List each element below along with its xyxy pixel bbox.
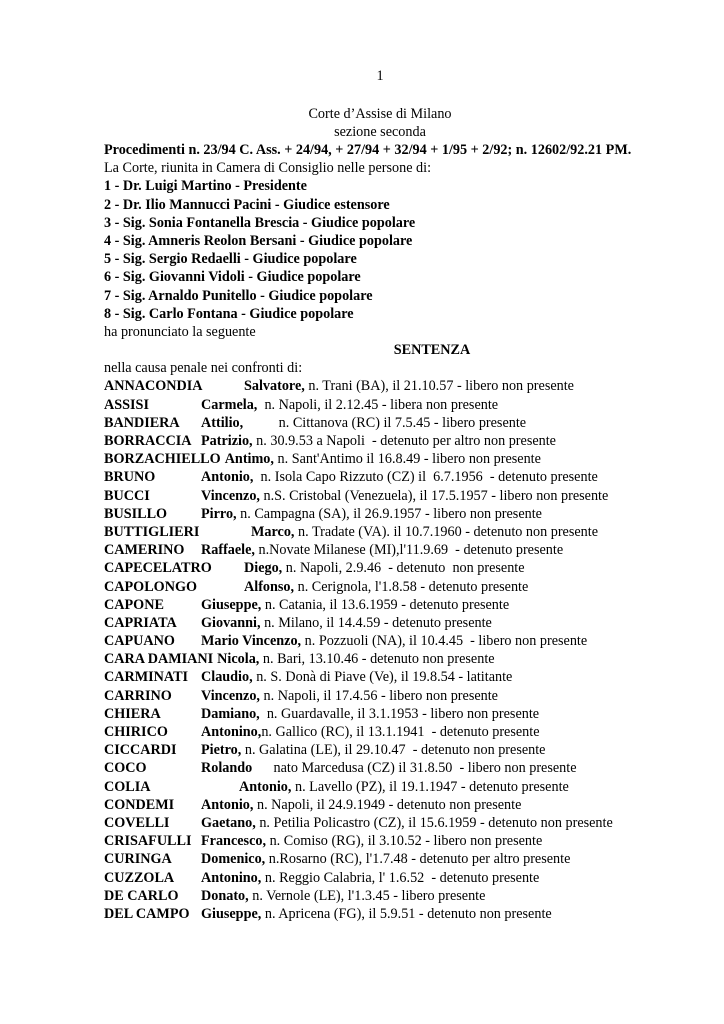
defendant-row: [104, 869, 704, 887]
defendant-surname: CAPOLONGO: [104, 578, 198, 595]
defendant-surname: CICCARDI: [104, 742, 177, 759]
defendant-row: [104, 468, 704, 486]
defendant-details: n. Milano, il 14.4.59 - detenuto presente: [260, 614, 492, 631]
judge-line: 5 - Sig. Sergio Redaelli - Giudice popolare: [104, 251, 357, 268]
defendant-details: n. Napoli, 2.9.46 - detenuto non presente: [282, 560, 525, 577]
defendant-name: Domenico,: [201, 851, 266, 868]
defendant-details: n. Napoli, il 17.4.56 - libero non presente: [259, 687, 498, 704]
defendant-name: Gaetano,: [201, 814, 256, 831]
defendants-list: [104, 377, 704, 923]
defendant-surname: CAMERINO: [104, 542, 185, 559]
defendant-details: n. Pozzuoli (NA), il 10.4.45 - libero non presente: [301, 633, 588, 650]
defendant-row: [104, 905, 704, 923]
defendant-surname: ASSISI: [104, 396, 149, 413]
defendant-row: [104, 396, 704, 414]
defendant-name: Diego,: [244, 560, 283, 577]
defendant-surname: CAPONE: [104, 596, 164, 613]
defendant-row: [104, 796, 704, 814]
judge-line: 8 - Sig. Carlo Fontana - Giudice popolare: [104, 305, 354, 322]
defendant-surname: BORRACCIA: [104, 433, 192, 449]
defendant-row: [104, 705, 704, 723]
defendant-name: Pietro,: [201, 742, 242, 759]
defendant-surname: CAPECELATRO: [104, 560, 212, 577]
defendant-row: [104, 614, 704, 632]
defendant-details: n. S. Donà di Piave (Ve), il 19.8.54 - latitante: [252, 669, 513, 686]
defendant-details: n. Trani (BA), il 21.10.57 - libero non presente: [304, 378, 574, 395]
defendant-surname: CUZZOLA: [104, 869, 175, 886]
defendant-surname: CURINGA: [104, 851, 172, 868]
defendant-name: Vincenzo,: [201, 487, 260, 504]
pronounced-line: ha pronunciato la seguente: [104, 323, 256, 340]
defendant-row: [104, 741, 704, 759]
defendant-name: Rolando: [201, 760, 253, 777]
court-name: Corte d’Assise di Milano: [308, 106, 452, 122]
page-number: 1: [376, 68, 384, 84]
defendant-name: Claudio,: [201, 669, 253, 686]
defendant-row: [104, 814, 704, 832]
defendant-name: Antimo,: [224, 451, 274, 468]
defendant-name: Antonino,: [201, 869, 262, 886]
defendant-details: n. Tradate (VA). il 10.7.1960 - detenuto non presente: [294, 523, 599, 540]
defendant-row: [104, 632, 704, 650]
defendant-details: n. Isola Capo Rizzuto (CZ) il 6.7.1956 - detenuto presente: [253, 469, 598, 486]
defendant-name: Giuseppe,: [201, 905, 262, 922]
defendant-row: [104, 432, 704, 450]
intro-line: La Corte, riunita in Camera di Consiglio nelle persone di:: [104, 160, 432, 177]
defendant-row: [104, 650, 704, 668]
defendant-name: Damiano,: [201, 705, 260, 722]
defendant-surname: BANDIERA: [104, 414, 180, 431]
defendant-details: n. Bari, 13.10.46 - detenuto non presente: [259, 651, 495, 668]
defendant-surname: CHIERA: [104, 705, 161, 722]
defendant-name: Alfonso,: [244, 578, 295, 595]
defendant-row: [104, 505, 704, 523]
defendant-name: Antonio,: [239, 778, 292, 795]
defendant-name: Antonino,: [201, 724, 262, 740]
defendant-row: [104, 668, 704, 686]
defendant-details: n. Napoli, il 24.9.1949 - detenuto non presente: [253, 796, 522, 813]
defendant-row: [104, 887, 704, 905]
defendant-surname: CAPRIATA: [104, 614, 177, 631]
defendant-details: n.Novate Milanese (MI),l'11.9.69 - detenuto presente: [254, 542, 564, 559]
defendant-name: Pirro,: [201, 505, 237, 522]
defendant-surname: CAPUANO: [104, 633, 175, 650]
defendant-surname: BORZACHIELLO: [104, 451, 221, 468]
judge-line: 1 - Dr. Luigi Martino - Presidente: [104, 178, 307, 195]
procedimenti-line: Procedimenti n. 23/94 C. Ass. + 24/94, + 27/94 + 32/94 + 1/95 + 2/92; n. 12602/92.21 PM.: [104, 142, 632, 158]
defendant-name: Giuseppe,: [201, 596, 262, 613]
defendant-surname: CONDEMI: [104, 796, 175, 813]
defendant-row: [104, 414, 704, 432]
defendant-details: n. Reggio Calabria, l' 1.6.52 - detenuto presente: [261, 869, 540, 886]
defendant-details: n. Napoli, il 2.12.45 - libera non presente: [257, 396, 499, 413]
defendant-row: [104, 578, 704, 596]
defendant-row: [104, 759, 704, 777]
judge-line: 4 - Sig. Amneris Reolon Bersani - Giudice popolare: [104, 232, 413, 249]
defendant-surname: CARA DAMIANI: [104, 651, 214, 668]
defendant-name: Francesco,: [201, 833, 267, 850]
defendant-name: Donato,: [201, 887, 249, 904]
defendant-details: n.S. Cristobal (Venezuela), il 17.5.1957 - libero non presente: [259, 487, 609, 504]
defendant-row: [104, 487, 704, 505]
defendant-details: n. 30.9.53 a Napoli - detenuto per altro non presente: [252, 433, 556, 449]
defendant-surname: BUCCI: [104, 487, 150, 504]
defendant-surname: DE CARLO: [104, 887, 179, 904]
defendant-surname: CRISAFULLI: [104, 833, 192, 850]
defendant-name: Salvatore,: [244, 378, 305, 395]
defendant-surname: DEL CAMPO: [104, 905, 190, 922]
defendant-details: n. Apricena (FG), il 5.9.51 - detenuto non presente: [261, 905, 552, 922]
defendant-surname: CARRINO: [104, 687, 172, 704]
defendant-surname: BRUNO: [104, 469, 156, 486]
defendant-row: [104, 596, 704, 614]
defendant-surname: BUTTIGLIERI: [104, 523, 200, 540]
defendant-details: n. Cerignola, l'1.8.58 - detenuto presente: [294, 578, 529, 595]
defendant-details: n. Petilia Policastro (CZ), il 15.6.1959 - detenuto non presente: [255, 814, 613, 831]
defendant-details: n. Comiso (RG), il 3.10.52 - libero non presente: [266, 833, 543, 850]
defendant-details: n. Campagna (SA), il 26.9.1957 - libero non presente: [236, 505, 542, 522]
defendant-name: Carmela,: [201, 396, 258, 413]
judge-line: 2 - Dr. Ilio Mannucci Pacini - Giudice estensore: [104, 196, 390, 213]
defendant-details: n. Cittanova (RC) il 7.5.45 - libero presente: [243, 414, 527, 431]
defendant-row: [104, 850, 704, 868]
defendant-row: [104, 450, 704, 468]
defendant-details: n. Sant'Antimo il 16.8.49 - libero non presente: [273, 451, 541, 468]
defendant-row: [104, 523, 704, 541]
document-body: [104, 141, 704, 923]
defendant-name: Marco,: [251, 523, 295, 540]
defendant-details: n. Vernole (LE), l'1.3.45 - libero presente: [248, 887, 486, 904]
defendant-details: n. Gallico (RC), il 13.1.1941 - detenuto presente: [261, 724, 540, 740]
defendant-row: [104, 778, 704, 796]
causa-line: nella causa penale nei confronti di:: [104, 360, 303, 377]
defendant-surname: BUSILLO: [104, 505, 168, 522]
defendant-details: n.Rosarno (RC), l'1.7.48 - detenuto per altro presente: [265, 851, 571, 868]
defendant-surname: COCO: [104, 760, 147, 777]
defendant-details: n. Lavello (PZ), il 19.1.1947 - detenuto presente: [291, 778, 569, 795]
defendant-surname: ANNACONDIA: [104, 378, 203, 395]
defendant-details: nato Marcedusa (CZ) il 31.8.50 - libero non presente: [252, 760, 577, 777]
defendant-name: Vincenzo,: [201, 687, 260, 704]
defendant-name: Mario Vincenzo,: [201, 633, 302, 650]
defendant-details: n. Catania, il 13.6.1959 - detenuto presente: [261, 596, 510, 613]
judge-line: 7 - Sig. Arnaldo Punitello - Giudice popolare: [104, 287, 373, 304]
defendant-row: [104, 559, 704, 577]
defendant-details: n. Galatina (LE), il 29.10.47 - detenuto non presente: [241, 742, 546, 759]
defendant-name: Patrizio,: [201, 433, 253, 449]
defendant-row: [104, 377, 704, 395]
defendant-surname: CARMINATI: [104, 669, 189, 686]
defendant-row: [104, 687, 704, 705]
defendant-name: Nicola,: [217, 651, 260, 668]
defendant-name: Giovanni,: [201, 614, 261, 631]
defendant-surname: COLIA: [104, 778, 151, 795]
defendant-row: [104, 723, 704, 741]
defendant-surname: COVELLI: [104, 814, 170, 831]
defendant-details: n. Guardavalle, il 3.1.1953 - libero non presente: [259, 705, 540, 722]
sentenza-heading: SENTENZA: [393, 342, 471, 359]
defendant-name: Antonio,: [201, 469, 254, 486]
defendant-row: [104, 541, 704, 559]
defendant-name: Raffaele,: [201, 542, 255, 559]
judge-line: 3 - Sig. Sonia Fontanella Brescia - Giudice popolare: [104, 214, 416, 231]
defendant-name: Attilio,: [201, 414, 244, 431]
defendant-row: [104, 832, 704, 850]
defendant-surname: CHIRICO: [104, 724, 168, 740]
court-section: sezione seconda: [334, 124, 426, 140]
judge-line: 6 - Sig. Giovanni Vidoli - Giudice popolare: [104, 269, 361, 286]
defendant-name: Antonio,: [201, 796, 254, 813]
